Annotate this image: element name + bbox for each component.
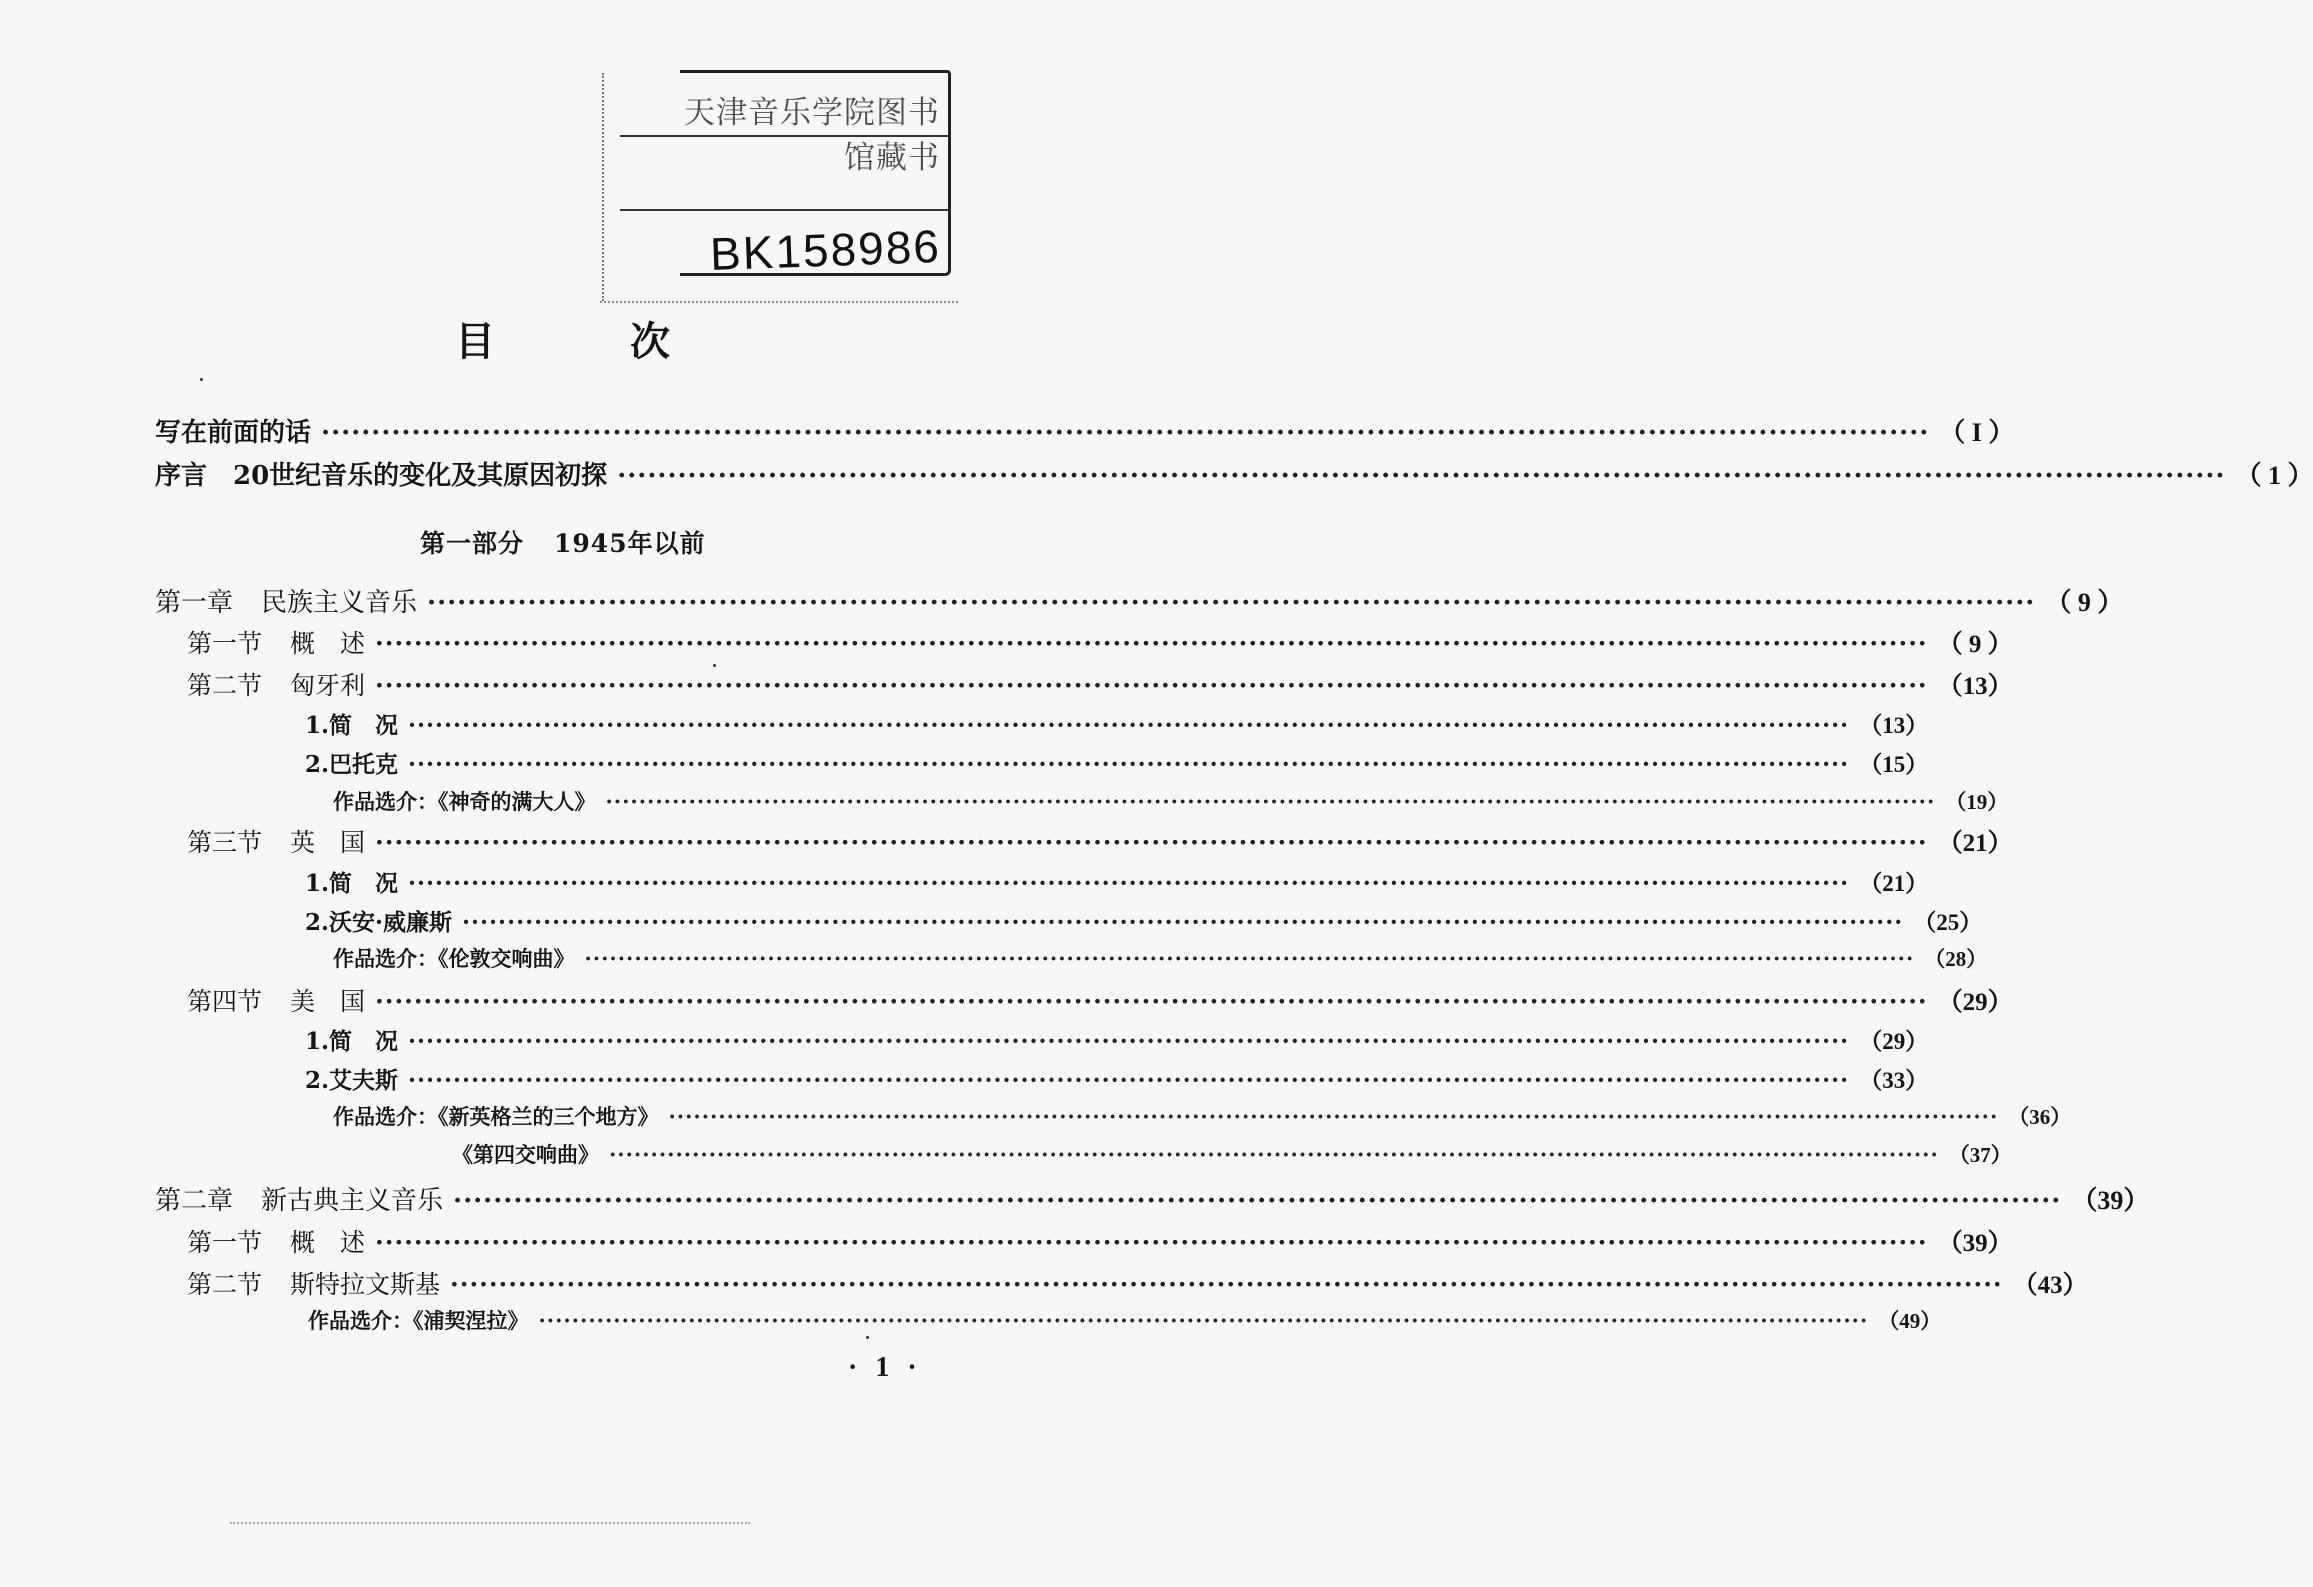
toc-entry-number: 第一章 <box>155 588 234 618</box>
toc-entry-preface-note[interactable] <box>155 412 2015 449</box>
toc-entry-label: 作品选介：《神奇的满大人》 <box>333 789 596 814</box>
toc-entry-label: 1.简 况 <box>305 712 399 739</box>
toc-entry-page: （ I ） <box>1939 418 2015 447</box>
dot-leader <box>606 789 1936 814</box>
page-number: ·1· <box>848 1352 935 1383</box>
toc-entry-chapter[interactable] <box>155 1180 2150 1217</box>
toc-entry-chapter[interactable] <box>155 582 2124 619</box>
toc-entry-page: （39） <box>2071 1186 2150 1215</box>
toc-entry-number: 第四节 <box>187 987 263 1016</box>
scan-speck <box>713 664 716 667</box>
toc-entry-label: 2.巴托克 <box>305 751 399 778</box>
scan-speck <box>866 1336 869 1339</box>
dot-leader <box>321 418 1929 448</box>
toc-entry-page: （49） <box>1878 1309 1942 1333</box>
dot-leader <box>462 909 1903 936</box>
toc-entry-page: （28） <box>1924 947 1988 971</box>
toc-entry-label: 作品选介：《新英格兰的三个地方》 <box>333 1104 659 1129</box>
toc-entry-page: （36） <box>2008 1105 2072 1129</box>
scan-smudge <box>230 1522 750 1524</box>
dot-leader <box>375 1228 1928 1257</box>
toc-entry-page: （21） <box>1937 830 2013 857</box>
toc-entry-page: （ 9 ） <box>1937 631 2013 658</box>
toc-entry-page: （25） <box>1913 910 1983 935</box>
toc-entry-page: （13） <box>1937 673 2013 700</box>
toc-entry-label: 1.简 况 <box>305 1028 399 1055</box>
toc-entry-work[interactable] <box>333 786 2009 816</box>
toc-entry-number: 第二章 <box>155 1186 234 1216</box>
toc-entry-page: （29） <box>1859 1029 1929 1054</box>
toc-entry-subsection[interactable] <box>305 746 1929 779</box>
toc-entry-section[interactable] <box>187 982 2013 1018</box>
dot-leader <box>375 828 1928 857</box>
dot-leader <box>617 461 2225 491</box>
stamp-divider <box>620 209 948 211</box>
toc-entry-subsection[interactable] <box>305 904 1983 937</box>
dot-leader <box>453 1186 2061 1216</box>
stamp-library-name: 天津音乐学院图书馆藏书 <box>684 95 940 176</box>
dot-leader <box>427 588 2035 618</box>
library-stamp <box>680 70 951 281</box>
toc-entry-page: （13） <box>1859 713 1929 738</box>
dot-leader <box>408 751 1849 778</box>
dot-leader <box>585 946 1915 971</box>
toc-entry-work[interactable] <box>333 1101 2072 1131</box>
dot-leader <box>450 1270 2003 1299</box>
page-title: 目次 <box>455 318 805 365</box>
toc-entry-page: （ 1 ） <box>2235 461 2313 490</box>
toc-entry-label: 英 国 <box>290 828 366 857</box>
toc-entry-page: （33） <box>1859 1068 1929 1093</box>
toc-entry-section[interactable] <box>187 666 2013 702</box>
toc-entry-label: 美 国 <box>290 987 366 1016</box>
toc-entry-subsection[interactable] <box>305 707 1929 740</box>
toc-entry-page: （39） <box>1937 1230 2013 1257</box>
toc-entry-page: （21） <box>1859 871 1929 896</box>
toc-entry-page: （43） <box>2012 1272 2088 1299</box>
toc-entry-label: 民族主义音乐 <box>261 588 418 618</box>
toc-entry-work[interactable] <box>333 943 1988 973</box>
toc-entry-label: 概 述 <box>290 1228 366 1257</box>
toc-entry-label: 作品选介：《伦敦交响曲》 <box>333 946 575 971</box>
toc-entry-number: 第二节 <box>187 1270 263 1299</box>
dot-leader <box>609 1142 1939 1167</box>
toc-entry-label: 1.简 况 <box>305 870 399 897</box>
toc-entry-page: （15） <box>1859 752 1929 777</box>
toc-entry-subsection[interactable] <box>305 865 1929 898</box>
toc-entry-subsection[interactable] <box>305 1023 1929 1056</box>
toc-entry-label: 作品选介：《浦契涅拉》 <box>308 1308 529 1333</box>
toc-entry-preface[interactable] <box>155 455 2313 492</box>
stamp-call-number: BK158986 <box>709 219 942 281</box>
part-heading <box>420 524 706 560</box>
toc-entry-section[interactable] <box>187 823 2013 859</box>
toc-entry-page: （ 9 ） <box>2045 588 2124 617</box>
toc-entry-section[interactable] <box>187 1265 2088 1301</box>
toc-entry-label: 概 述 <box>290 629 366 658</box>
toc-entry-label: 2.沃安·威廉斯 <box>305 909 453 936</box>
stamp-edge <box>600 301 958 303</box>
toc-entry-label: 新古典主义音乐 <box>261 1186 444 1216</box>
scan-speck <box>200 378 203 381</box>
toc-entry-page: （37） <box>1948 1143 2012 1167</box>
toc-entry-number: 第一节 <box>187 629 263 658</box>
dot-leader <box>669 1104 1999 1129</box>
part-heading-label: 1945年以前 <box>554 529 706 558</box>
toc-entry-work[interactable] <box>308 1305 1942 1335</box>
dot-leader <box>408 712 1849 739</box>
toc-entry-number: 第二节 <box>187 671 263 700</box>
toc-entry-page: （29） <box>1937 989 2013 1016</box>
part-heading-prefix: 第一部分 <box>420 529 525 558</box>
dot-leader <box>539 1308 1869 1333</box>
dot-leader <box>408 1028 1849 1055</box>
toc-entry-label: 写在前面的话 <box>155 418 312 448</box>
toc-entry-number: 第三节 <box>187 828 263 857</box>
toc-entry-label: 《第四交响曲》 <box>452 1142 599 1167</box>
toc-entry-page: （19） <box>1945 790 2009 814</box>
toc-entry-section[interactable] <box>187 1223 2013 1259</box>
toc-entry-label: 序言 20世纪音乐的变化及其原因初探 <box>155 461 608 491</box>
dot-leader <box>375 629 1928 658</box>
dot-leader <box>408 870 1849 897</box>
toc-entry-subsection[interactable] <box>305 1062 1929 1095</box>
toc-entry-label: 2.艾夫斯 <box>305 1067 399 1094</box>
toc-entry-number: 第一节 <box>187 1228 263 1257</box>
toc-entry-label: 斯特拉文斯基 <box>290 1270 441 1299</box>
toc-entry-label: 匈牙利 <box>290 671 366 700</box>
dot-leader <box>375 671 1928 700</box>
toc-entry-section[interactable] <box>187 624 2013 660</box>
dot-leader <box>408 1067 1849 1094</box>
toc-entry-work[interactable] <box>452 1139 2012 1169</box>
stamp-divider <box>620 135 948 137</box>
dot-leader <box>375 987 1928 1016</box>
